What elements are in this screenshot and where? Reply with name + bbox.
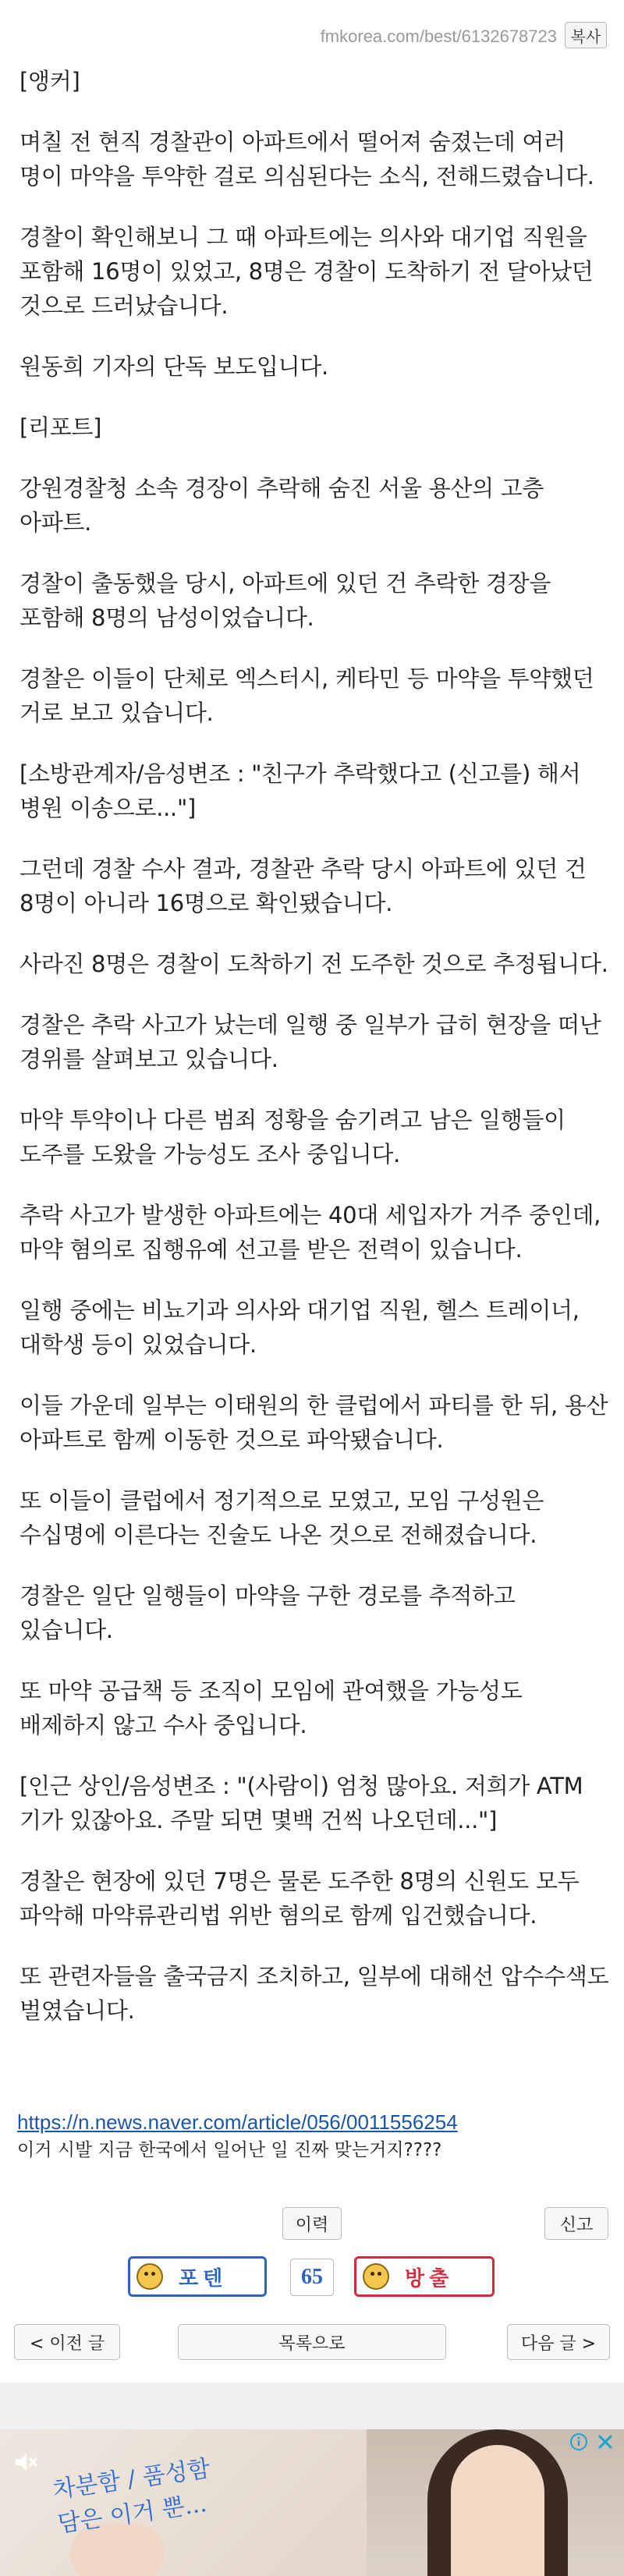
article-body	[20, 64, 609, 2054]
ad-info-icon[interactable]	[569, 2432, 588, 2451]
page-url: fmkorea.com/best/6132678723	[320, 27, 557, 46]
article-paragraph: [리포트]	[20, 414, 102, 441]
thumbs-down-face-icon	[363, 2263, 389, 2290]
article-paragraph: 원동희 기자의 단독 보도입니다.	[20, 353, 328, 380]
article-paragraph: 그런데 경찰 수사 결과, 경찰관 추락 당시 아파트에 있던 건 8명이 아니라 16명으로 확인됐습니다.	[20, 856, 587, 916]
article-header	[0, 0, 624, 62]
article-paragraph: 또 이들이 클럽에서 정기적으로 모였고, 모임 구성원은 수십명에 이른다는 진술도 나온 것으로 전해졌습니다.	[20, 1487, 544, 1548]
vote-down-button[interactable]	[354, 2256, 495, 2297]
prev-post-button[interactable]: < 이전 글	[14, 2324, 120, 2360]
article-paragraph: 경찰은 일단 일행들이 마약을 구한 경로를 추적하고 있습니다.	[20, 1582, 516, 1643]
article-paragraph: 경찰이 출동했을 당시, 아파트에 있던 건 추락한 경장을 포함해 8명의 남성이었습니다.	[20, 570, 551, 631]
vote-up-button[interactable]	[128, 2256, 267, 2297]
history-button[interactable]: 이력	[282, 2207, 342, 2240]
vote-down-label: 방출	[405, 2266, 454, 2291]
article-paragraph: 경찰은 현장에 있던 7명은 물론 도주한 8명의 신원도 모두 파악해 마약류관리법 위반 혐의로 함께 입건했습니다.	[20, 1868, 580, 1929]
next-post-button[interactable]: 다음 글 >	[507, 2324, 610, 2360]
article-paragraph: 강원경찰청 소속 경장이 추락해 숨진 서울 용산의 고층 아파트.	[20, 475, 544, 536]
copy-url-button[interactable]: 복사	[565, 22, 607, 48]
thumbs-up-face-icon	[136, 2263, 163, 2290]
author-comment: 이거 시발 지금 한국에서 일어난 일 진짜 맞는거지????	[17, 2140, 442, 2160]
mute-icon[interactable]	[11, 2448, 39, 2476]
ad-person-face	[451, 2445, 544, 2576]
article-paragraph: 사라진 8명은 경찰이 도착하기 전 도주한 것으로 추정됩니다.	[20, 951, 608, 977]
article-paragraph: 경찰이 확인해보니 그 때 아파트에는 의사와 대기업 직원을 포함해 16명이 있었고, 8명은 경찰이 도착하기 전 달아났던 것으로 드러났습니다.	[20, 224, 594, 319]
article-paragraph: 이들 가운데 일부는 이태원의 한 클럽에서 파티를 한 뒤, 용산 아파트로 함께 이동한 것으로 파악됐습니다.	[20, 1392, 608, 1453]
article-paragraph: 추락 사고가 발생한 아파트에는 40대 세입자가 거주 중인데, 마약 혐의로 집행유예 선고를 받은 전력이 있습니다.	[20, 1202, 601, 1263]
vote-count: 65	[290, 2259, 334, 2296]
article-paragraph: [소방관계자/음성변조 : "친구가 추락했다고 (신고를) 해서 병원 이송으로..."]	[20, 760, 581, 821]
list-button[interactable]: 목록으로	[178, 2324, 446, 2360]
article-paragraph: 마약 투약이나 다른 범죄 정황을 숨기려고 남은 일행들이 도주를 도왔을 가능성도 조사 중입니다.	[20, 1107, 566, 1168]
article-paragraph: [앵커]	[20, 68, 80, 94]
report-button[interactable]: 신고	[544, 2207, 608, 2240]
article-paragraph: 또 관련자들을 출국금지 조치하고, 일부에 대해선 압수수색도 벌였습니다.	[20, 1963, 609, 2024]
vote-up-label: 포텐	[179, 2266, 228, 2291]
source-link[interactable]: https://n.news.naver.com/article/056/0011556254	[17, 2110, 458, 2134]
article-paragraph: 경찰은 이들이 단체로 엑스터시, 케타민 등 마약을 투약했던 거로 보고 있습니다.	[20, 665, 594, 726]
ad-text: 차분함 / 품성함 담은 이거 뿐...	[51, 2454, 212, 2539]
article-paragraph: [인근 상인/음성변조 : "(사람이) 엄청 많아요. 저희가 ATM 기가 있잖아요. 주말 되면 몇백 건씩 나오던데..."]	[20, 1773, 583, 1834]
article-paragraph: 일행 중에는 비뇨기과 의사와 대기업 직원, 헬스 트레이너, 대학생 등이 있었습니다.	[20, 1297, 580, 1358]
source-section	[17, 2109, 610, 2163]
article-paragraph: 또 마약 공급책 등 조직이 모임에 관여했을 가능성도 배제하지 않고 수사 중입니다.	[20, 1678, 523, 1738]
article-paragraph: 며칠 전 현직 경찰관이 아파트에서 떨어져 숨졌는데 여러 명이 마약을 투약한 걸로 의심된다는 소식, 전해드렸습니다.	[20, 129, 594, 190]
article-paragraph: 경찰은 추락 사고가 났는데 일행 중 일부가 급히 현장을 떠난 경위를 살펴보고 있습니다.	[20, 1012, 601, 1072]
close-icon[interactable]	[596, 2432, 615, 2451]
advertisement-banner[interactable]	[0, 2429, 624, 2576]
ad-separator	[0, 2383, 624, 2429]
